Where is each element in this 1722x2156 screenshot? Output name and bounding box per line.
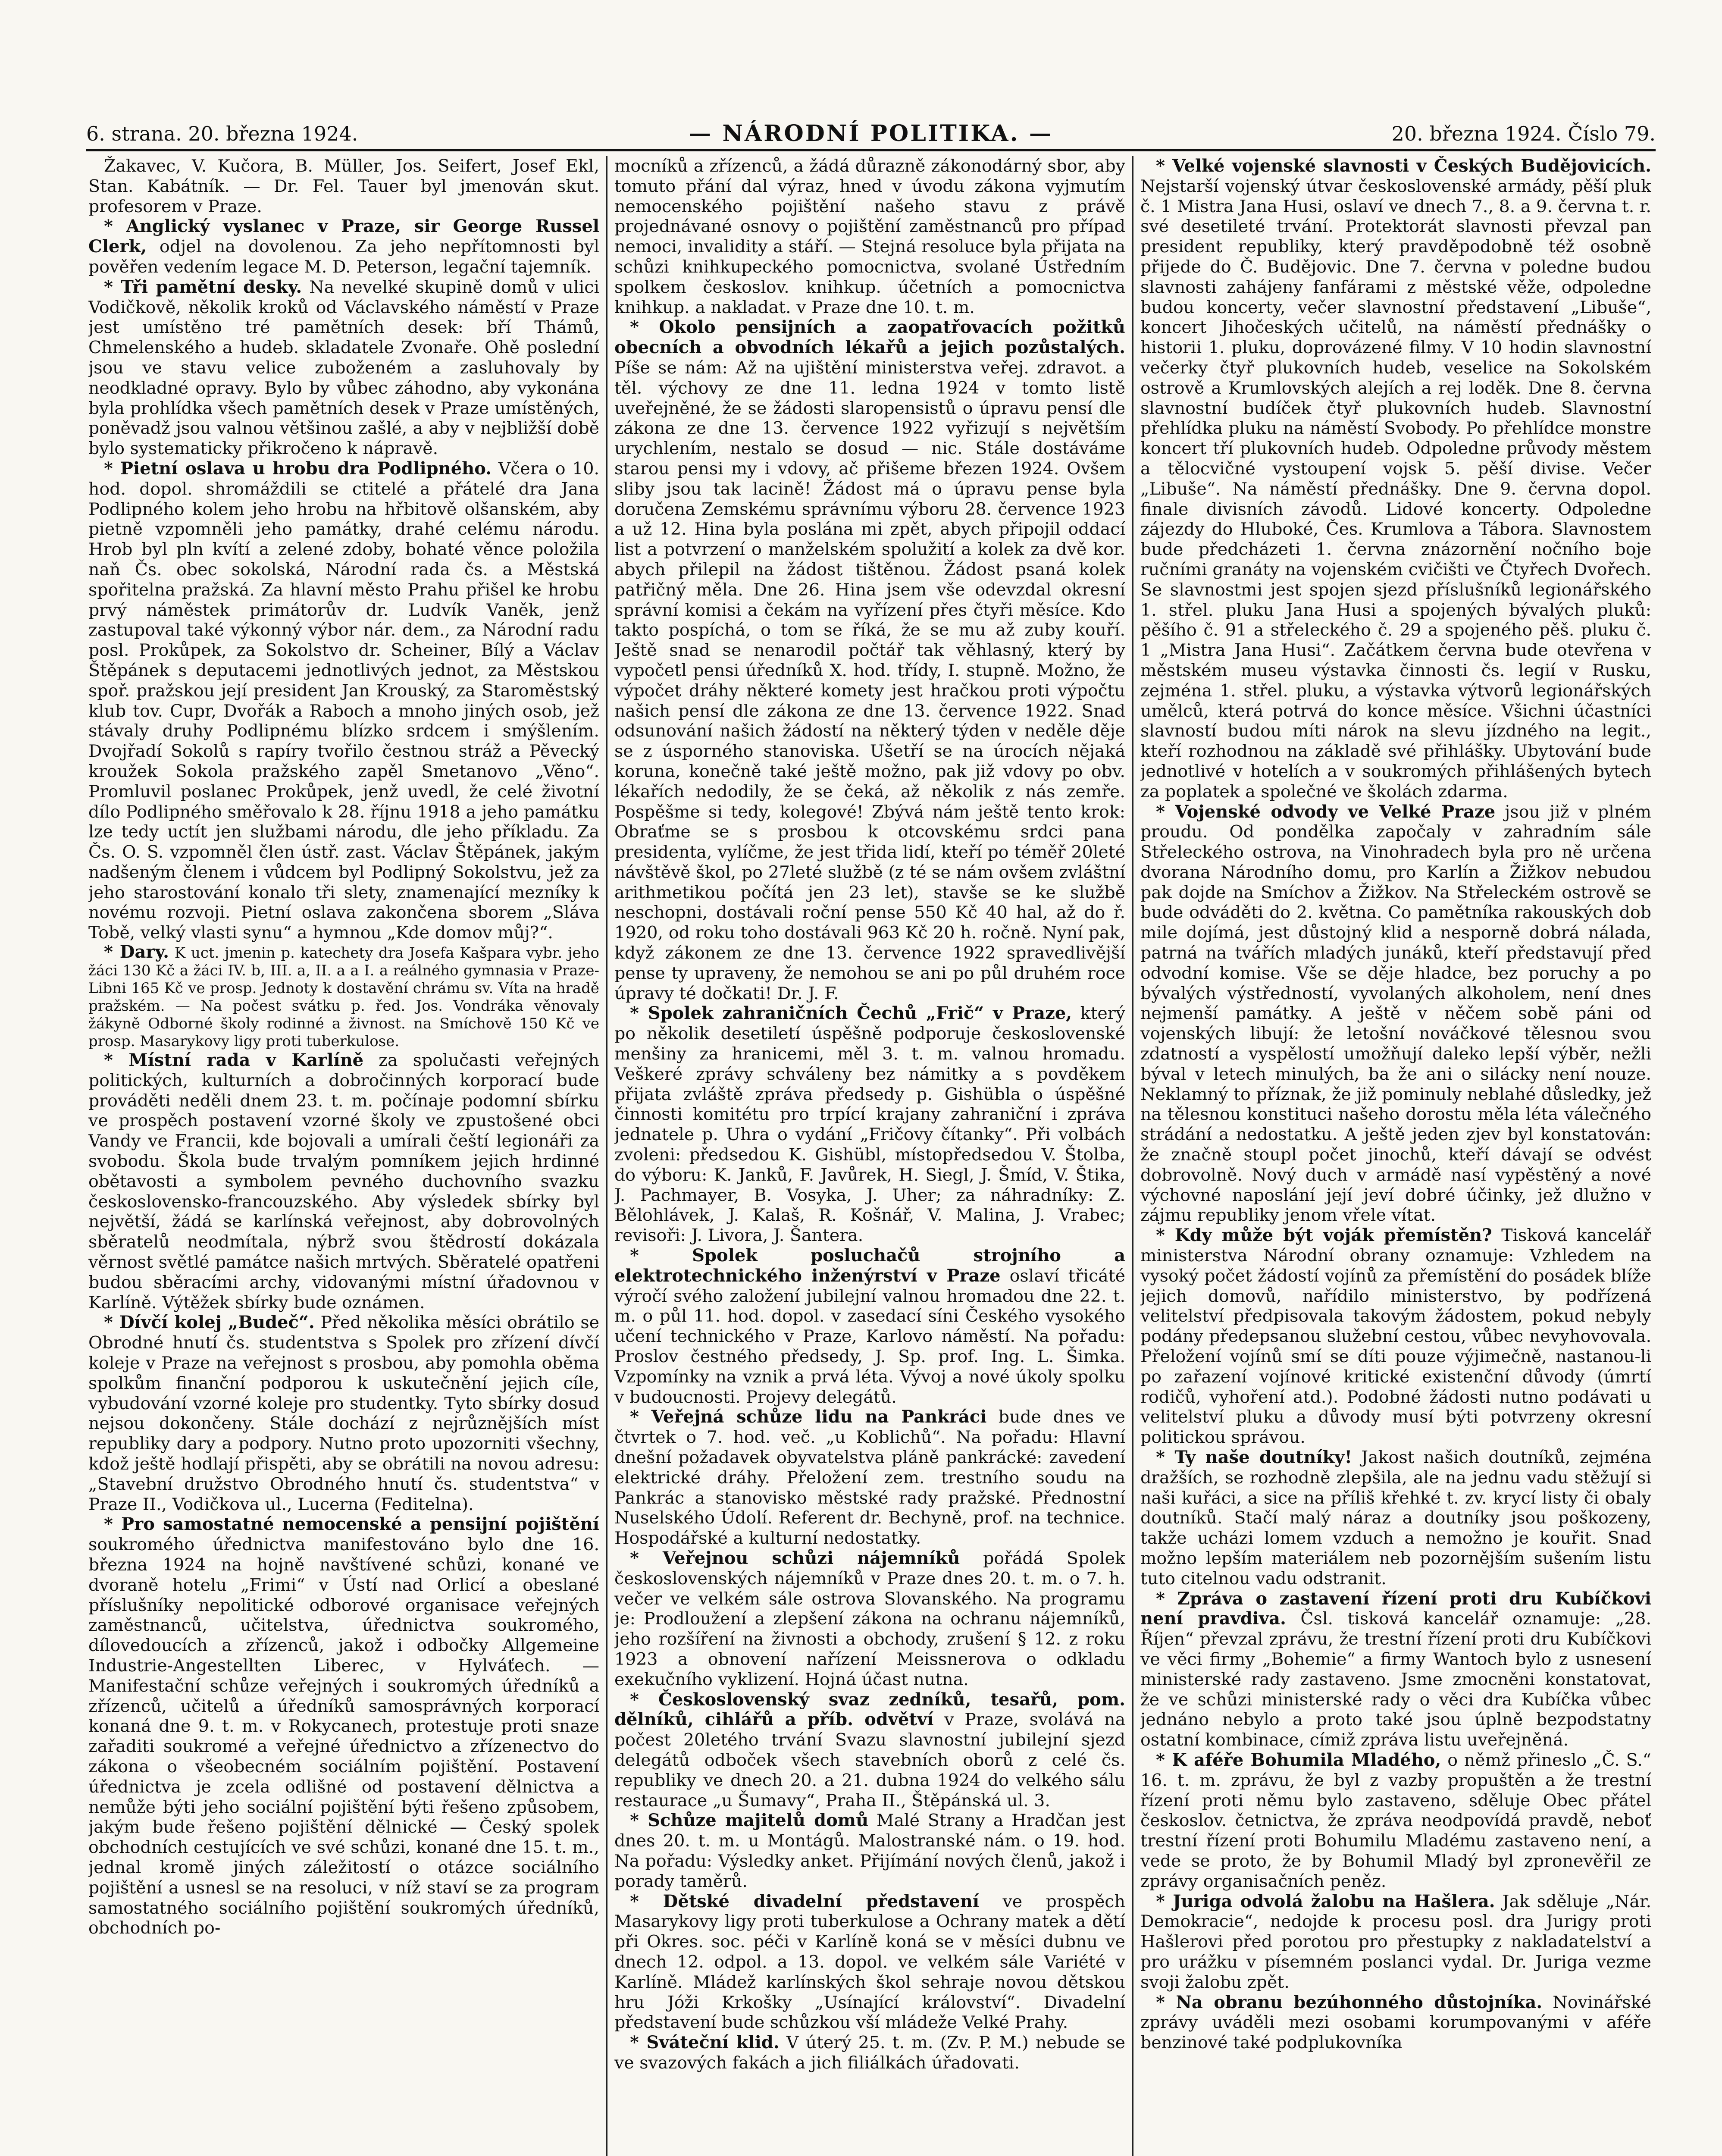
article-text: jsou již v plném proudu. Od pondělka započaly v zahradním sále Střeleckého ostrova, na Vinohradech byla pro ně určena dvorana Národního domu, pro Karlín a Žižkov nebudou pak dojde na Smíchov a Žižkov. Na Střeleckém ostrově se bude odváděti do 2. května. Co pamětníka rakouských dob mile dojímá, jest důstojný klid a nesporně dobrá nálada, patrná na tvářích mladých junáků, kteří představují před odvodní komise. Vše se děje hladce, bez poruchy a po bývalých výstředností, vyvolaných alkoholem, není dnes nejmenší památky. A ještě v něčem sobě páni od vojenských libují: že letošní nováčkové tělesnou svou zdatností a vyspělostí umožňují daleko lepší výběr, nežli býval v letech minulých, ba že ani o silácky není nouze. Neklamný to příznak, že již pominuly neblahé důsledky, jež na tělesnou konstituci našeho dorostu měla léta válečného strádání a nedostatku. A ještě jeden zjev byl konstatován: že značně stoupl počet jinochů, kteří dávají se odvést dobrovolně. Nový duch v armádě nasí vypěstěný a nové výchovné naposlání její jeví dobré účinky, jež dlužno v zájmu republiky jenom vřele vítat. bbox=[1140, 802, 1651, 1225]
article-headline: * Veřejná schůze lidu na Pankráci bbox=[630, 1407, 987, 1427]
article-headline: * Kdy může být voják přemístěn? bbox=[1156, 1225, 1492, 1246]
article-paragraph bbox=[614, 1892, 1125, 2033]
article-headline: * Veřejnou schůzi nájemníků bbox=[630, 1548, 960, 1568]
article-paragraph bbox=[88, 943, 599, 1050]
article-headline: * Juriga odvolá žalobu na Hašlera. bbox=[1156, 1891, 1495, 1912]
article-text: o němž přineslo „Č. S.“ 16. t. m. zprávu, že byl z vazby propuštěn a že trestní řízení proti němu bylo zastaveno, sděluje Obec přátel českoslov. četnictva, že zpráva neodpovídá pravdě, neboť trestní řízení proti Bohumilu Mladému zastaveno není, a vede se proto, že by Bohumil Mladý byl zpronevěřil ze zprávy organisačních peněz. bbox=[1140, 1750, 1651, 1891]
article-text: Píše se nám: Až na ujištění ministerstva veřej. zdravot. a těl. výchovy ze dne 11. ledna 1924 v tomto listě uveřejněné, že se žádosti slaropensistů o úpravu pensí dle zákona ze dne 13. července 1922 vyřizují s největším urychlením, nestalo se dosud — nic. Stále dostáváme starou pensi my i vdovy, ač přišeme březen 1924. Ovšem sliby jsou tak lacině! Žádost má o úpravu pense byla doručena Zemskému správnímu výboru 28. července 1923 a už 12. Hina byla poslána mi zpět, abych připojil oddací list a potvrzení o manželském spolužití a kolek za dvě kor. abych přilepil na žádost tištěnou. Žádost psaná kolek patřičný měla. Dne 26. Hina jsem vše odevzdal okresní správní komisi a čekám na vyřízení přes čtyři měsíce. Kdo takto pospíchá, o tom se říká, že se mu až zuby kouří. Ještě snad se nenarodil počtář tak věhlasný, který by vypočetl pensi úředníků X. hod. třídy, I. stupně. Možno, že výpočet dráhy některé komety jest hračkou proti výpočtu našich pensí dle zákona ze dne 13. července 1922. Snad odsunování našich žádostí na některý týden v neděle děje se z úsporného stanoviska. Ušetří se na úrocích nějaká koruna, konečně také ještě možno, pak již vdovy po obv. lékařích nedodily, že se čeká, až několik z nás zemře. Pospěšme si tedy, kolegové! Zbývá nám ještě tento krok: Obraťme se s prosbou k otcovskému srdci pana presidenta, vylíčme, že jest třida lidí, kteří po téměř 20leté návštěvě škol, po 27leté službě (z té se nám ovšem zvláštní arithmetikou počítá jen 23 let), stavše se ke službě neschopni, dostávali roční pense 550 Kč 40 hal, až do ř. 1920, od roku toho dostávali 963 Kč 20 h. ročně. Nyní pak, když zákonem ze dne 13. července 1922 spravedlivější pense ty upraveny, že nemohou se ani po půl druhém roce úpravy té dočkati! Dr. J. F. bbox=[614, 357, 1125, 1003]
article-paragraph bbox=[88, 1514, 599, 1938]
column-separator bbox=[606, 156, 607, 2156]
article-paragraph bbox=[88, 1050, 599, 1313]
article-paragraph bbox=[1140, 1448, 1651, 1589]
article-paragraph bbox=[614, 1407, 1125, 1548]
article-paragraph bbox=[1140, 802, 1651, 1226]
article-paragraph bbox=[614, 317, 1125, 1003]
article-paragraph bbox=[1140, 1892, 1651, 1993]
issue-number-right: 20. března 1924. Číslo 79. bbox=[1391, 122, 1656, 145]
article-headline: * Zpráva o zastavení řízení proti dru Kubíčkovi není pravdiva. bbox=[1140, 1588, 1651, 1629]
article-headline: * Na obranu bezúhonného důstojníka. bbox=[1156, 1992, 1543, 2012]
article-headline: * K aféře Bohumila Mladého, bbox=[1156, 1749, 1441, 1770]
article-paragraph bbox=[614, 1003, 1125, 1246]
article-headline: * Schůze majitelů domů bbox=[630, 1810, 869, 1831]
article-text: Jakost našich doutníků, zejména dražších, se rozhodně zlepšila, ale na jednu vadu stěžují si naši kuřáci, a sice na příliš křehké t. zv. krycí listy či obaly doutníků. Stačí malý náraz a doutníky jsou poškozeny, takže ucházi lomem vzduch a nemožno je kouřit. Snad možno lepším materiálem neb pozornějším sušením listu tuto citelnou vadu odstranit. bbox=[1140, 1448, 1651, 1589]
article-text: odjel na dovolenou. Za jeho nepřítomnosti byl pověřen vedením legace M. D. Peterson, legační tajemník. bbox=[88, 237, 599, 277]
column-1 bbox=[88, 156, 599, 2156]
article-text: Čsl. tisková kancelář oznamuje: „28. Říjen“ převzal zprávu, že trestní řízení proti dru Kubíčkovi ve věci firmy „Bohemie“ a firmy Wantoch bylo z usnesení ministerské rady zastaveno. Jsme zmocněni konstatovat, že ve schůzi ministerské rady o věci dra Kubíčka vůbec jednáno nebylo a proto také jsou úplně bezpodstatny ostatní kombinace, címiž zpráva listu uveřejněná. bbox=[1140, 1609, 1651, 1750]
article-text: Jak sděluje „Nár. Demokracie“, nedojde k procesu posl. dra Jurigy proti Hašlerovi před porotou pro přestupky z nakladatelství a pro urážku v písemném poslanci vydal. Dr. Juriga vezme svoji žalobu zpět. bbox=[1140, 1891, 1651, 1992]
article-text: Před několika měsíci obrátilo se Obrodné hnutí čs. studentstva s Spolek pro zřízení dívčí koleje v Praze na veřejnost s prosbou, aby pomohla oběma spolkům finanční podporou k uskutečnění jejich cíle, vybudování vzorné koleje pro studentky. Tyto sbírky dosud nejsou dokončeny. Stále dochází z nejrůznějších míst republiky dary a podpory. Nutno proto upozorniti všechny, kdož ještě hodlají přispěti, aby se obrátili na novou adresu: „Stavební družstvo Obrodného hnutí čs. studentstva“ v Praze II., Vodičkova ul., Lucerna (Feditelna). bbox=[88, 1313, 599, 1514]
newspaper-title: — NÁRODNÍ POLITIKA. — bbox=[689, 120, 1053, 147]
article-paragraph bbox=[1140, 1589, 1651, 1750]
article-text: mocníků a zřízenců, a žádá důrazně zákonodárný sbor, aby tomuto přání dal výraz, hned v úvodu zákona vyjmutím nemocenského pojištění našeho stavu z právě projednávané osnovy o pojištění zaměstnanců pro případ nemoci, invalidity a stáří. — Stejná resoluce byla přijata na schůzi knihkupeckého pomocnictva, svolané Ústředním spolkem českoslov. knihkup. účetních a pomocnictva knihkup. a nakladat. v Praze dne 10. t. m. bbox=[614, 156, 1125, 317]
article-text: za spolučasti veřejných politických, kulturních a dobročinných korporací bude prováděti neděli dnem 23. t. m. počínaje podomní sbírku ve prospěch postavení vzorné školy ve zpustošené obci Vandy ve Francii, kde bojovali a umírali čeští legionáři za svobodu. Škola bude trvalým pomníkem jejich hrdinné obětavosti a symbolem pevného duchovního svazku československo-francouzského. Aby výsledek sbírky byl největší, žádá se karlínská veřejnost, aby dobrovolných sběratelů neodmítala, nýbrž svou štědrostí dokázala věrnost světlé památce našich mrtvých. Sběratelé opatřeni budou sběracími archy, vidovanými místní úřadovnou v Karlíně. Výtěžek sbírky bude oznámen. bbox=[88, 1050, 599, 1313]
article-paragraph bbox=[1140, 1993, 1651, 2053]
article-text: soukromého úřednictva manifestováno bylo dne 16. března 1924 na hojně navštívené schůzi, konané ve dvoraně hotelu „Frimi“ v Ústí nad Orlicí a obeslané příslušníky nepolitické odborové organisace veřejných zaměstnanců, učitelstva, úřednictva soukromého, dílovedoucích a zřízenců, jakož i odbočky Allgemeine Industrie-Angestellten Liberec, v Hylváťech. — Manifestační schůze veřejných i soukromých úředníků a zřízenců, učitelů a úředníků samosprávných korporací konaná dne 9. t. m. v Rokycanech, protestuje proti snaze zařaditi soukromé a veřejné úřednictvo a zřízenectvo do zákona o všeobecném sociálním pojištění. Postavení úřednictva je zcela odlišné od postavení dělnictva a nemůže býti jeho sociální pojištění býti řešeno způsobem, jakým bude řešeno pojištění dělnické — Český spolek obchodních cestujících ve své schůzi, konané dne 15. t. m., jednal kromě jiných záležitostí o otázce sociálního pojištění a usnesl se na resoluci, v níž staví se za program samostatného sociálního pojištění soukromých úředníků, obchodních po- bbox=[88, 1535, 599, 1938]
article-headline: * Místní rada v Karlíně bbox=[104, 1050, 364, 1071]
article-paragraph bbox=[614, 2033, 1125, 2073]
article-text: Tisková kancelář ministerstva Národní obrany oznamuje: Vzhledem na vysoký počet žádostí vojínů za přemístění do posádek blíže jejich domovů, nařídilo ministerstvo, by podřízená velitelství předpisovala takovým žádostem, pokud nebyly podány předepsanou služební cestou, vůbec nevyhovovala. Přeložení vojínů smí se díti pouze výjimečně, nastanou-li po zařazení vojínové kritické existenční důvody (úmrtí rodičů, vyhoření atd.). Podobné žádosti nutno podávati u velitelství pluku a důvody musí býti potvrzeny okresní politickou správou. bbox=[1140, 1225, 1651, 1448]
article-text: Nejstarší vojenský útvar československé armády, pěší pluk č. 1 Mistra Jana Husi, oslaví ve dnech 7., 8. a 9. června t. r. své desetileté trvání. Protektorát slavnosti převzal pan president republiky, který pravděpodobně též osobně přijede do Č. Budějovic. Dne 7. června v poledne budou slavnosti zahájeny fanfárami z městské věže, odpoledne budou koncerty, večer slavnostní představení „Libuše“, koncert Jihočeských učitelů, na náměstí přednášky o historii 1. pluku, doprovázené filmy. V 10 hodin slavnostní večerky čtyř plukovních hudeb, veselice na Sokolském ostrově a Krumlovských alejích a rej loděk. Dne 8. června slavnostní budíček čtyř plukovních hudeb. Slavnostní přehlídka pluku na náměstí Svobody. Po přehlídce monstre koncert tří plukovních hudeb. Odpoledne průvody městem a tělocvičné vystoupení vojsk 5. pěší divise. Večer „Libuše“. Na náměstí přednášky. Dne 9. června dopol. finale divisních závodů. Lidové koncerty. Odpoledne zájezdy do Hluboké, Čes. Krumlova a Tábora. Slavnostem bude předcházeti 1. června znázornění nočního boje ručními granáty na vojenském cvičišti ve Čtyřech Dvořech. Se slavnostmi jest spojen sjezd příslušníků legionářského 1. střel. pluku Jana Husi a spojených bývalých pluků: pěšího č. 91 a střeleckého č. 29 a spojeného pěš. pluku č. 1 „Mistra Jana Husi“. Začátkem června bude otevřena v městském museu výstavka činnosti čs. legií v Rusku, zejména 1. střel. pluku, a výstavka výtvorů legionářských umělců, která potrvá do konce měsíce. Všichni účastníci slavností budou míti nárok na slevu jízdného na legit., kteří rozhodnou na základě své přihlášky. Ubytování bude jednotlivé v hotelích a v soukromých přihlášených bytech za poplatek a společné ve školách zdarma. bbox=[1140, 176, 1651, 802]
article-text: K uct. jmenin p. katechety dra Josefa Kašpara vybr. jeho žáci 130 Kč a žáci IV. b, III. a, II. a a I. a reálného gymnasia v Praze-Libni 165 Kč ve prosp. Jednoty k dostavění chrámu sv. Víta na hradě pražském. — Na počest svátku p. řed. Jos. Vondráka věnovaly žákyně Odborné školy rodinné a živnost. na Smíchově 150 Kč ve prosp. Masarykovy ligy proti tuberkulose. bbox=[88, 944, 599, 1050]
article-text: Žakavec, V. Kučora, B. Müller, Jos. Seifert, Josef Ekl, Stan. Kabátník. — Dr. Fel. Tauer byl jmenován skut. profesorem v Praze. bbox=[88, 156, 599, 216]
article-headline: * Pietní oslava u hrobu dra Podlipného. bbox=[104, 458, 492, 479]
article-headline: * Československý svaz zedníků, tesařů, pom. dělníků, cihlářů a příb. odvětví bbox=[614, 1689, 1125, 1730]
article-paragraph bbox=[88, 1313, 599, 1514]
article-headline: * Okolo pensijních a zaopatřovacích požitků obecních a obvodních lékařů a jejich pozůstalých. bbox=[614, 317, 1125, 358]
article-headline: * Vojenské odvody ve Velké Praze bbox=[1156, 801, 1496, 822]
article-text: bude dnes ve čtvrtek o 7. hod. več. „u Koblichů“. Na pořadu: Hlavní dnešní požadavek obyvatelstva pláně pankrácké: zavedení elektrické dráhy. Přeložení zem. trestního soudu na Pankrác a stanovisko městské rady pražské. Přednostní Nuselského Údolí. Referent dr. Bechyně, prof. na technice. Hospodářské a kulturní nedostatky. bbox=[614, 1407, 1125, 1548]
article-headline: * Spolek zahraničních Čechů „Frič“ v Praze, bbox=[630, 1003, 1072, 1024]
article-headline: * Anglický vyslanec v Praze, sir George Russel Clerk, bbox=[88, 216, 599, 257]
article-paragraph bbox=[88, 277, 599, 459]
article-paragraph bbox=[88, 459, 599, 943]
article-headline: * Velké vojenské slavnosti v Českých Budějovicích. bbox=[1156, 156, 1651, 176]
article-text: Malé Strany a Hradčan jest dnes 20. t. m. u Montágů. Malostranské nám. o 19. hod. Na pořadu: Výsledky anket. Přijímání nových členů, jakož i porady taměrů. bbox=[614, 1811, 1125, 1891]
article-text: Novinářské zprávy uváděli mezi osobami korumpovanými v aféře benzinové také podplukovníka bbox=[1140, 1992, 1651, 2053]
article-paragraph bbox=[88, 216, 599, 277]
article-text: pořádá Spolek československých nájemníků v Praze dnes 20. t. m. o 7. h. večer ve velkém sále ostrova Slovanského. Na programu je: Prodloužení a zlepšení zákona na ochranu nájemníků, jeho rozšíření na živnosti a obchody, zrušení § 12. z roku 1923 a obnovení nařízení Meissnerova o odkladu exekučního vyklizení. Hojná účast nutna. bbox=[614, 1548, 1125, 1689]
article-headline: * Spolek posluchačů strojního a elektrotechnického inženýrství v Praze bbox=[614, 1245, 1125, 1286]
article-text: Včera o 10. hod. dopol. shromáždili se ctitelé a přátelé dra Jana Podlipného kolem jeho hrobu na hřbitově olšanském, aby pietně vzpomněli jeho památky, drahé celému národu. Hrob byl pln kvítí a zelené zdoby, bohaté věnce položila naň Čs. obec sokolská, Národní rada čs. a Městská spořitelna pražská. Za hlavní město Prahu přišel ke hrobu prvý náměstek primátorův dr. Ludvík Vaněk, jenž zastupoval také výkonný výbor nár. dem., za Národní radu posl. Prokůpek, za Sokolstvo dr. Scheiner, Bílý a Václav Štěpánek s deputacemi jednotlivých jednot, za Městskou spoř. pražskou její president Jan Krouský, za Staroměstský klub tov. Cupr, Dvořák a Raboch a mnoho jiných osob, jež stávaly druhy Podlipnému blízko srdcem i smýšlením. Dvojřadí Sokolů s rapíry tvořilo čestnou stráž a Pěvecký kroužek Sokola pražského zapěl Smetanovo „Věno“. Promluvil poslanec Prokůpek, jenž uvedl, že celé životní dílo Podlipného směřovalo k 28. říjnu 1918 a jeho památku lze tedy uctít jen službami národu, dle jeho příkladu. Za Čs. O. S. vzpomněl člen ústř. zast. Václav Štěpánek, jakým nadšeným členem i vůdcem byl Podlipný Sokolstvu, jež za jeho starostování konalo tři slety, znamenající mezníky k novému rozvoji. Pietní oslava zakončena sborem „Sláva Tobě, velký vlasti synu“ a hymnou „Kde domov můj?“. bbox=[88, 458, 599, 943]
column-3 bbox=[1140, 156, 1651, 2156]
article-paragraph bbox=[88, 156, 599, 216]
page-date-left: 6. strana. 20. března 1924. bbox=[86, 122, 358, 145]
column-separator bbox=[1132, 156, 1133, 2156]
article-text: V úterý 25. t. m. (Zv. P. M.) nebude se ve svazových fakách a jich filiálkách úřadovati. bbox=[614, 2033, 1125, 2073]
article-paragraph bbox=[1140, 1750, 1651, 1892]
article-headline: * Tři pamětní desky. bbox=[104, 276, 302, 297]
article-headline: * Pro samostatné nemocenské a pensijní pojištění bbox=[104, 1514, 599, 1535]
article-text: ve prospěch Masarykovy ligy proti tuberkulose a Ochrany matek a dětí při Okres. soc. péči v Karlíně koná se v měsíci dubnu ve dnech 12. odpol. a 13. dopol. ve velkém sále Variété v Karlíně. Mládež karlínských škol sehraje novou dětskou hru Jóži Krkošky „Usínající království“. Divadelní představení bude schůzkou vší mládeže Velké Prahy. bbox=[614, 1891, 1125, 2033]
article-headline: * Dívčí kolej „Budeč“. bbox=[104, 1312, 315, 1333]
article-text: oslaví třicáté výročí svého založení jubilejní valnou hromadou dne 22. t. m. o půl 11. hod. dopol. v zasedací síni Českého vysokého učení technického v Praze, Karlovo náměstí. Na pořadu: Proslov čestného předsedy, J. Sp. prof. Ing. L. Šimka. Vzpomínky na vznik a prvá léta. Vývoj a nové úkoly spolku v budoucnosti. Projevy delegátů. bbox=[614, 1266, 1125, 1407]
header-rule bbox=[86, 149, 1656, 151]
article-paragraph bbox=[1140, 1225, 1651, 1448]
article-headline: * Dětské divadelní představení bbox=[630, 1891, 980, 1912]
article-text: který po několik desetiletí úspěšně podporuje československé menšiny za hranicemi, měl 3. t. m. valnou hromadu. Veškeré zprávy schváleny bez námitky a s povděkem přijata zvláště zpráva předsedy p. Gishübla o úspěšné činnosti komitétu pro trpící krajany zahraniční i zpráva jednatele p. Uhra o vydání „Fričovy čítanky“. Při volbách zvoleni: předsedou K. Gishübl, místopředsedou V. Štolba, do výboru: K. Janků, F. Javůrek, H. Siegl, J. Šmíd, V. Štika, J. Pachmayer, B. Vosyka, J. Uher; za náhradníky: Z. Bělohlávek, J. Kalaš, R. Košnář, V. Malina, J. Vrabec; revisoři: J. Livora, J. Šantera. bbox=[614, 1003, 1125, 1246]
article-paragraph bbox=[614, 1548, 1125, 1690]
column-2 bbox=[614, 156, 1125, 2156]
article-paragraph bbox=[614, 1811, 1125, 1891]
article-paragraph bbox=[614, 1246, 1125, 1407]
article-headline: * Sváteční klid. bbox=[630, 2032, 780, 2053]
article-headline: * Ty naše doutníky! bbox=[1156, 1447, 1353, 1467]
article-paragraph bbox=[1140, 156, 1651, 802]
article-text: v Praze, svolává na počest 20letého trvání Svazu slavnostní jubilejní sjezd delegátů odboček všech stavebních oborů z celé čs. republiky ve dnech 20. a 21. dubna 1924 do velkého sálu restaurace „u Šumavy“, Praha II., Štěpánská ul. 3. bbox=[614, 1710, 1125, 1811]
article-text: Na nevelké skupině domů v ulici Vodičkově, několik kroků od Václavského náměstí v Praze jest umístěno tré pamětních desek: bří Thámů, Chmelenského a hudeb. skladatele Zvonaře. Ohě poslední jsou ve stavu velice zuboženém a zasluhovaly by neodkladné opravy. Bylo by vůbec záhodno, aby vykonána byla prohlídka všech pamětních desek v Praze umístěných, poněvadž jsou valnou většinou zašlé, a aby v nejbližší době bylo systematicky přikročeno k nápravě. bbox=[88, 277, 599, 459]
article-paragraph bbox=[614, 156, 1125, 317]
article-paragraph bbox=[614, 1690, 1125, 1811]
article-headline: * Dary. bbox=[104, 942, 169, 962]
